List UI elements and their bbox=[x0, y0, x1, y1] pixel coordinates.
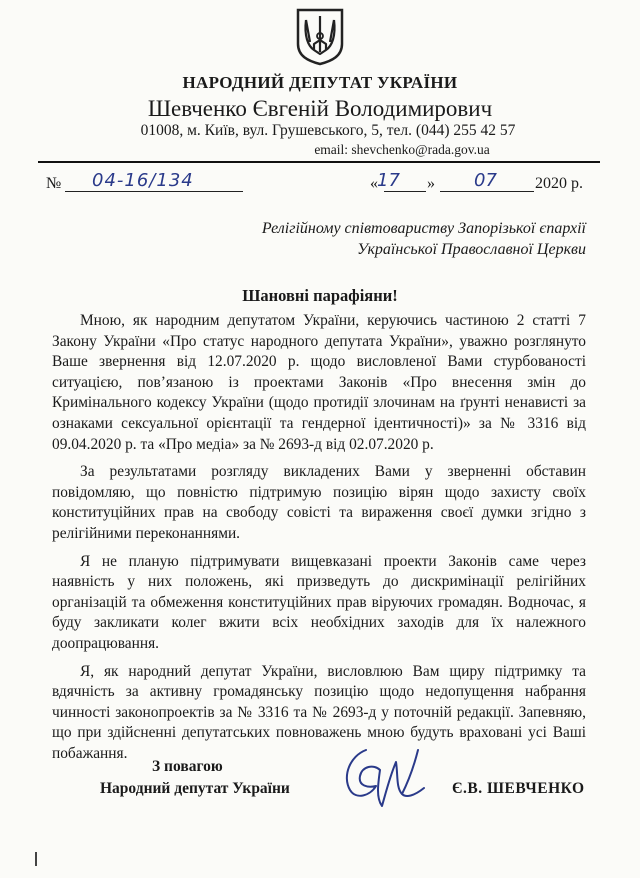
number-label: № bbox=[46, 175, 62, 192]
quote-close: » bbox=[427, 175, 435, 192]
signature-image bbox=[336, 736, 432, 816]
scan-edge-mark bbox=[35, 852, 37, 866]
greeting: Шановні парафіяни! bbox=[242, 286, 398, 305]
day-underline bbox=[384, 191, 426, 192]
closing-position: Народний депутат України bbox=[100, 780, 290, 797]
signatory-name: Є.В. ШЕВЧЕНКО bbox=[452, 780, 585, 797]
month-underline bbox=[440, 191, 534, 192]
deputy-name: Шевченко Євгеній Володимирович bbox=[147, 96, 493, 121]
body-paragraph: Мною, як народним депутатом України, керуючись частиною 2 статті 7 Закону України «Про статус народного депутата України», уважно розглянуто Ваше звернення від 12.07.2020 р. щодо висловленої Вами стурбованості ситуацією, пов’язаною із проектами Законів «Про внесення змін до Кримінального кодексу України (щодо протидії злочинам на ґрунті ненависті за ознаками сексуальної орієнтації та гендерної ідентичності)» за № 3316 від 09.04.2020 р. та «Про медіа» за № 2693-д від 02.07.2020 р. bbox=[52, 312, 586, 453]
body-paragraph: Я, як народний депутат України, висловлюю Вам щиру підтримку та вдячність за активну громадянську позицію щодо недопущення набрання чинності законопроектів за № 3316 та № 2693-д у поточній редакції. Запевняю, що при здійсненні депутатських повноважень мною будуть враховані усі Ваші побажання. bbox=[52, 662, 586, 762]
deputy-email: email: shevchenko@rada.gov.ua bbox=[314, 142, 490, 157]
header-divider bbox=[38, 161, 600, 163]
letter-day: 17 bbox=[377, 170, 400, 191]
body-paragraph: Я не планую підтримувати вищевказані проекти Законів саме через наявність у них положень, які призведуть до дискримінації релігійних організацій та обмеження конституційних прав віруючих громадян. Водночас, я буду закликати колег вжити всіх необхідних заходів для їх належного доопрацювання. bbox=[52, 552, 586, 652]
trident-emblem-icon bbox=[292, 6, 348, 66]
body-paragraph: За результатами розгляду викладених Вами у зверненні обставин повідомляю, що повністю підтримую позицію вірян щодо захисту своїх конституційних прав на свободу совісті та вираження своєї думки згідно з релігійними переконаннями. bbox=[52, 463, 586, 542]
addressee-line: Релігійному співтовариству Запорізької єпархії bbox=[261, 220, 586, 237]
addressee-line: Української Православної Церкви bbox=[357, 241, 586, 258]
outgoing-number: 04-16/134 bbox=[92, 170, 194, 191]
header-title: НАРОДНИЙ ДЕПУТАТ УКРАЇНИ bbox=[182, 73, 458, 92]
closing-regards: З повагою bbox=[152, 758, 223, 775]
letter-year: 2020 р. bbox=[535, 175, 583, 192]
addressee-block bbox=[262, 218, 586, 260]
letter-month: 07 bbox=[474, 170, 497, 191]
number-underline bbox=[65, 191, 243, 192]
letter-body bbox=[52, 311, 586, 771]
deputy-address: 01008, м. Київ, вул. Грушевського, 5, тел. (044) 255 42 57 bbox=[140, 122, 516, 139]
quote-open: « bbox=[370, 175, 378, 192]
reference-row bbox=[46, 170, 606, 198]
